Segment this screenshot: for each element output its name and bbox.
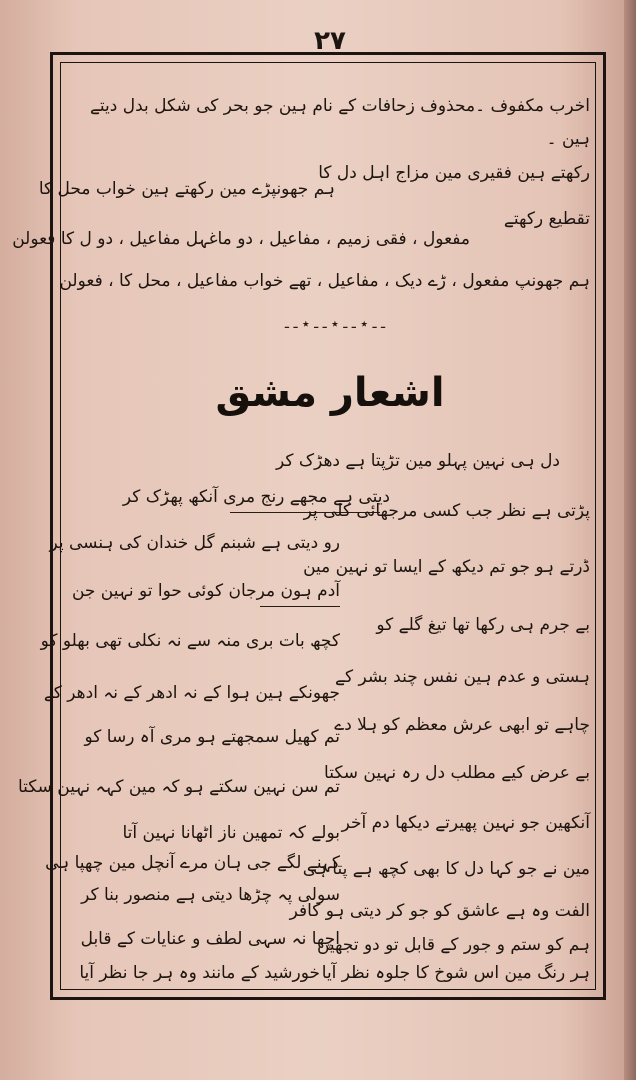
couplet-1-line-a: دل ہی نہین پہلو مین تڑپتا ہے دھڑک کر <box>275 451 560 471</box>
couplet-2-line-a: پڑتی ہے نظر جب کسی مرجھائی کلی پر <box>303 501 590 521</box>
example-verse-left: ہم جھونپڑے مین رکھتے ہین خواب محل کا <box>38 179 335 199</box>
couplet-8-line-a: آنکھین جو نہین پھیرتے دیکھا دم آخر <box>341 813 590 833</box>
couplet-7-line-b: تم سن نہین سکتے ہو کہ مین کہہ نہین سکتا <box>17 777 340 797</box>
couplet-10-line-a: الفت وہ ہے عاشق کو جو کر دیتی ہو کافر <box>289 901 590 921</box>
couplet-5-line-b: جھونکے ہین ہوا کے نہ ادھر کے نہ ادھر کے <box>43 683 340 703</box>
couplet-6-line-a: چاہے تو ابھی عرش معظم کو ہلا دے <box>334 715 590 735</box>
couplet-11-line-a: ہم کو ستم و جور کے قابل تو دو تجھین <box>316 935 590 955</box>
couplet-10-line-b: سولی پہ چڑھا دیتی ہے منصور بنا کر <box>81 885 340 905</box>
taqti-label: تقطیع رکھتے <box>503 209 590 229</box>
example-verse-right: رکھتے ہین فقیری مین مزاج اہل دل کا <box>318 163 590 183</box>
couplet-7-line-a: بے عرض کیے مطلب دل رہ نہین سکتا <box>324 763 590 783</box>
couplet-1-line-b: دیتی ہے مجھے رنج مری آنکھ پھڑک کر <box>122 487 390 507</box>
couplet-9-line-a: مین نے جو کہا دل کا بھی کچھ ہے پتا ہی <box>302 859 590 879</box>
couplet-8-line-b: بولے کہ تمھین ناز اٹھانا نہین آتا <box>122 823 340 843</box>
page-border-inner <box>12 62 596 990</box>
couplet-3-line-a: ڈرتے ہو جو تم دیکھ کے ایسا تو نہین مین <box>303 557 590 577</box>
couplet-6-line-b: تم کھیل سمجھتے ہو مری آہ رسا کو <box>84 727 340 747</box>
couplet-12-line-a: ہر رنگ مین اس شوخ کا جلوہ نظر آیا <box>321 963 590 983</box>
intro-line-2: ہین ۔ <box>546 129 590 149</box>
section-heading: اشعار مشق <box>215 370 445 416</box>
couplet-3-line-b: آدم ہون مرجان کوئی حوا تو نہین جن <box>71 581 340 601</box>
section-ornament: ـ ـ ٭ ـ ـ ٭ ـ ـ ٭ ـ ـ <box>284 316 386 332</box>
intro-line-1: اخرب مکفوف ۔محذوف زحافات کے نام ہین جو بحر کی شکل بدل دیتے <box>89 96 590 116</box>
couplet-12-line-b: خورشید کے مانند وہ ہر جا نظر آیا <box>79 963 320 983</box>
taqti-line-2: ہم جھونپ مفعول ، ڑے دیک ، مفاعیل ، تھے خواب مفاعیل ، محل کا ، فعولن <box>59 271 590 291</box>
couplet-divider <box>260 606 340 607</box>
couplet-5-line-a: ہستی و عدم ہین نفس چند بشر کے <box>335 667 590 687</box>
page-number: ۲۷ <box>314 26 346 56</box>
couplet-4-line-a: بے جرم ہی رکھا تھا تیغ گلے کو <box>376 615 590 635</box>
couplet-9-line-b: کہنے لگے جی ہان مرے آنچل مین چھپا ہی <box>45 853 340 873</box>
book-spine <box>624 0 636 1080</box>
couplet-4-line-b: کچھ بات بری منہ سے نہ نکلی تھی بھلو کو <box>40 631 340 651</box>
couplet-11-line-b: اچھا نہ سہی لطف و عنایات کے قابل <box>80 929 340 949</box>
taqti-line-1: مفعول ، فقی زمیم ، مفاعیل ، دو ماغہل مفاعیل ، دو ل کا فعولن <box>12 229 470 249</box>
couplet-2-line-b: رو دیتی ہے شبنم گل خندان کی ہنسی پر <box>49 533 340 553</box>
